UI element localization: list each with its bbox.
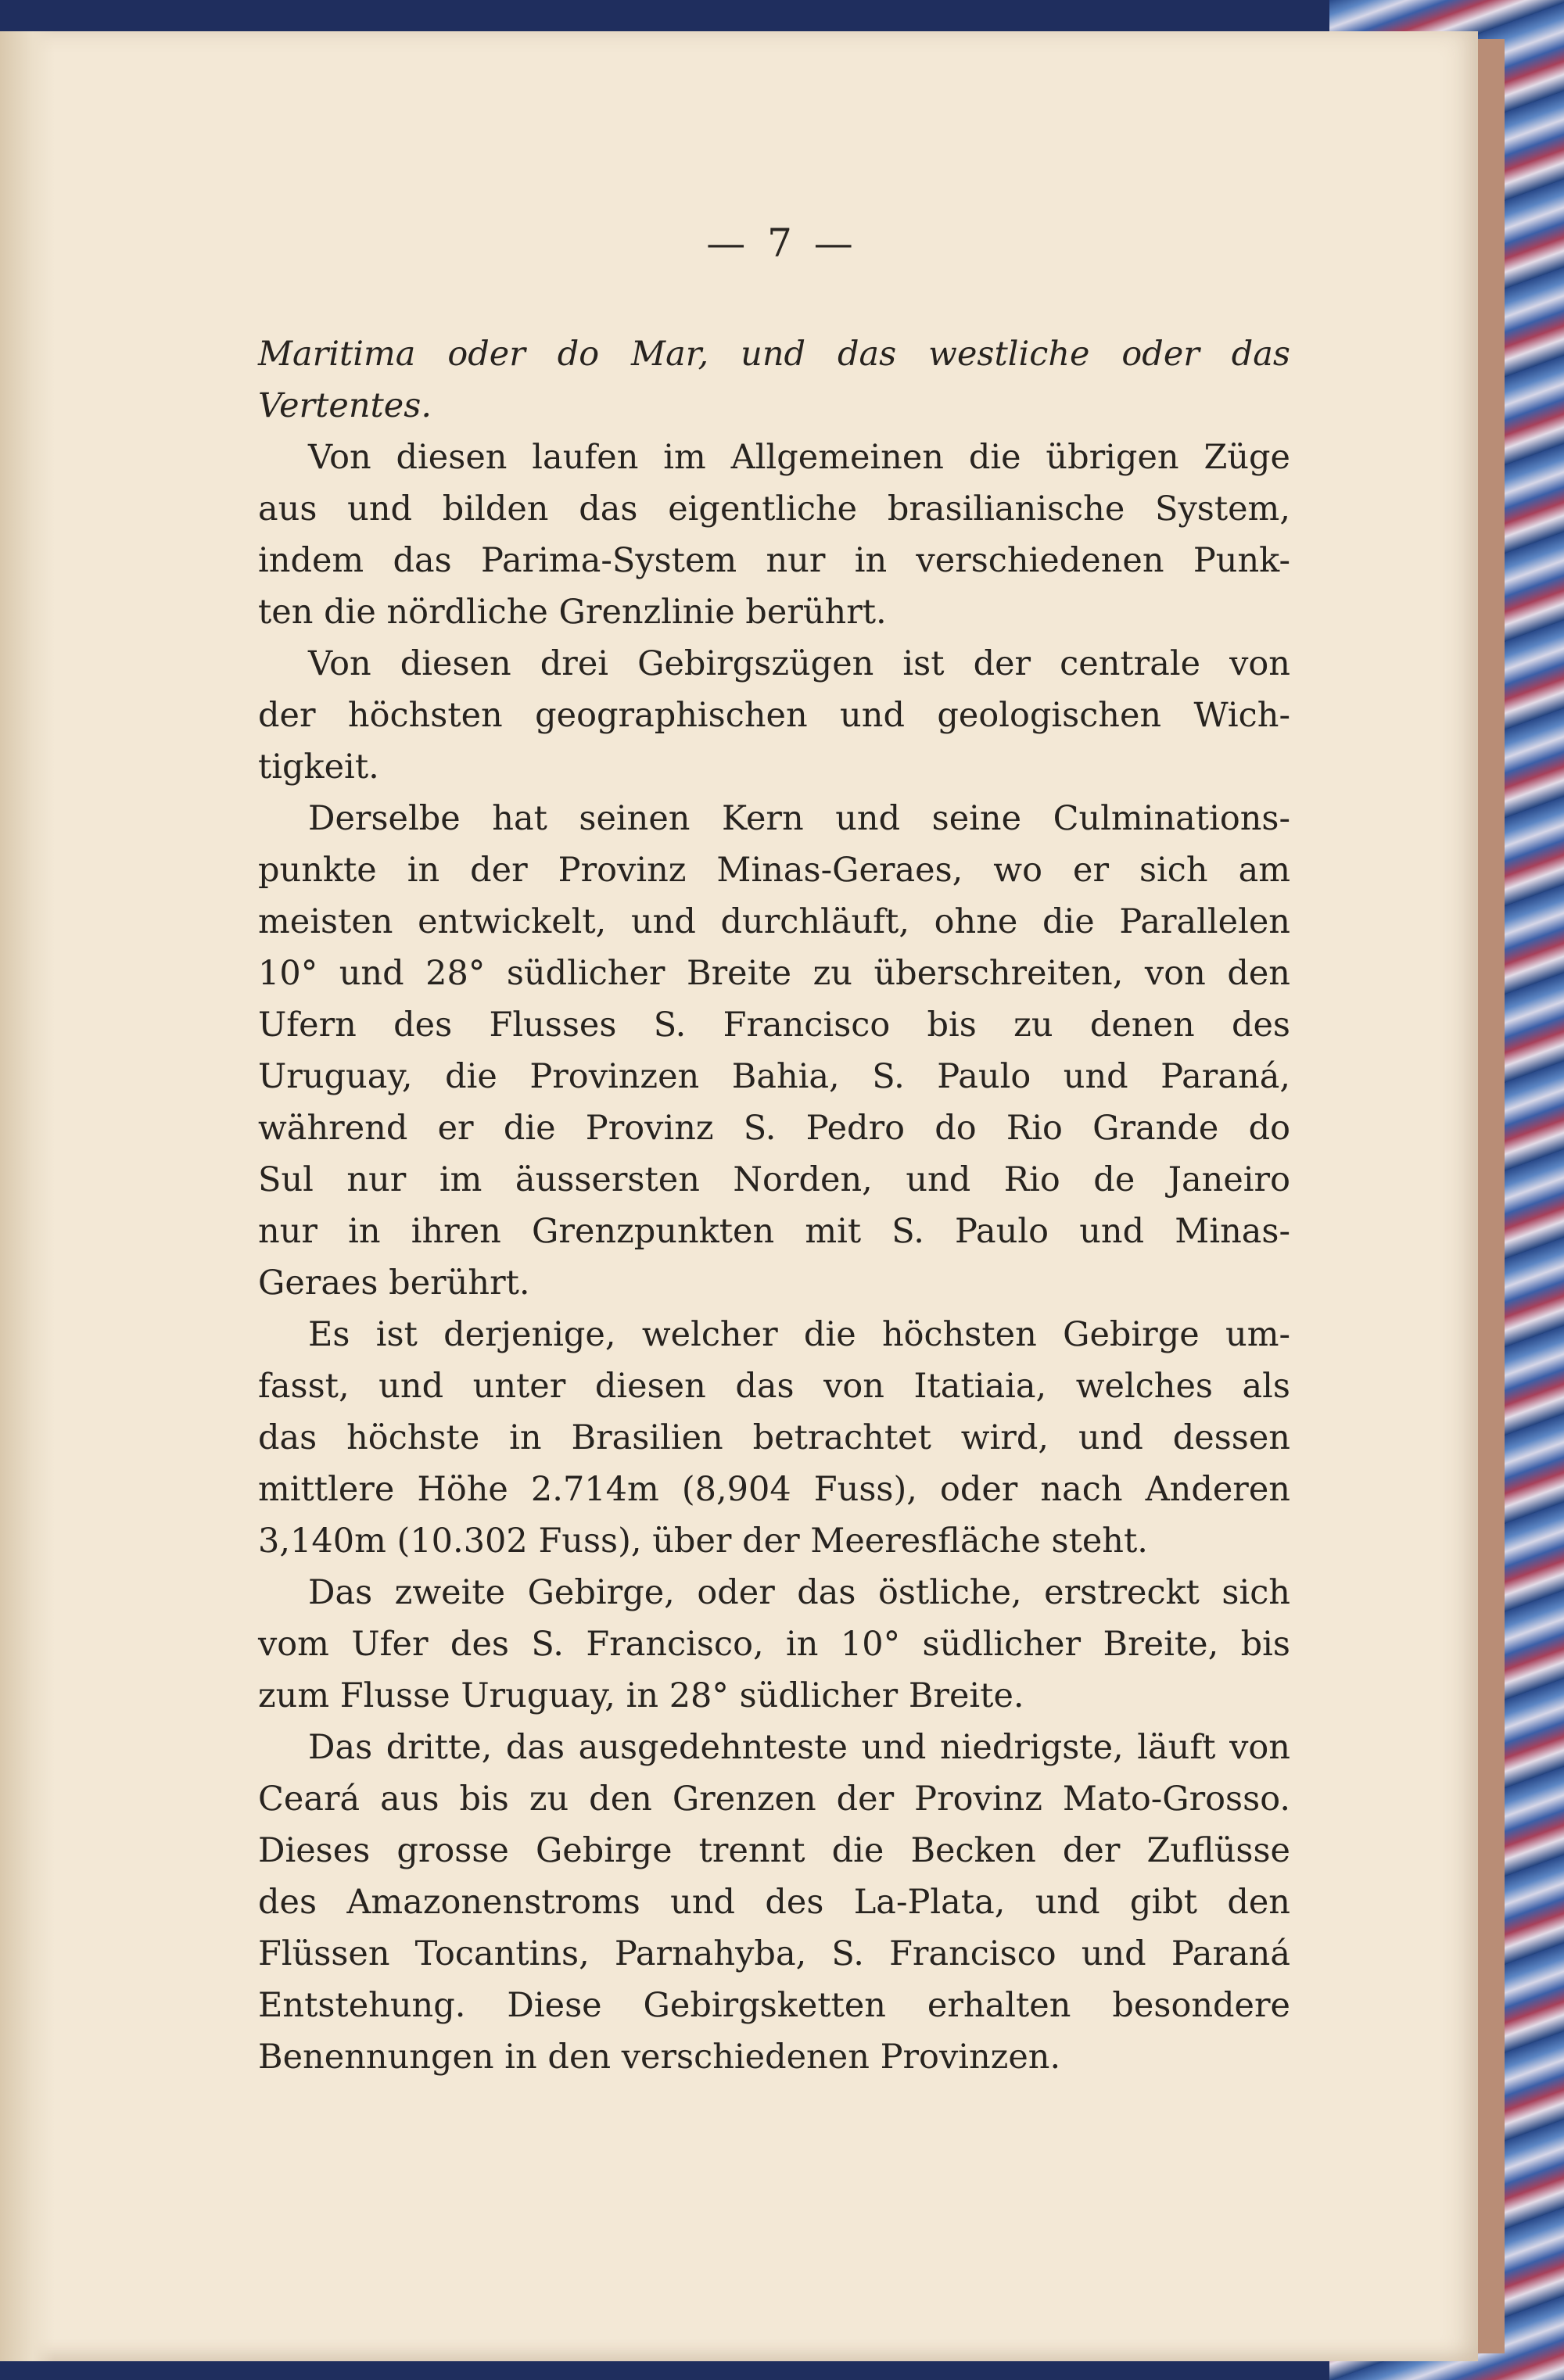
text-line: tigkeit. — [258, 747, 379, 787]
text-line: Das dritte, das ausgedehnteste und niedrigste, läuft von — [308, 1728, 1290, 1767]
text-line: Geraes berührt. — [258, 1263, 530, 1303]
text-line: aus und bilden das eigentliche brasilianische System, — [258, 489, 1290, 529]
text-line: Dieses grosse Gebirge trennt die Becken der Zuflüsse — [258, 1831, 1290, 1870]
paragraph-7 — [258, 1722, 1290, 2083]
book-page — [0, 31, 1478, 2361]
text-line: Entstehung. Diese Gebirgsketten erhalten besondere — [258, 1986, 1290, 2025]
text-line: Ceará aus bis zu den Grenzen der Provinz Mato-Grosso. — [258, 1780, 1290, 1819]
page-number: — 7 — — [706, 220, 858, 266]
text-line: Sul nur im äussersten Norden, und Rio de Janeiro — [258, 1160, 1290, 1199]
body-text — [258, 328, 1290, 2083]
text-line: Von diesen laufen im Allgemeinen die übrigen Züge — [308, 438, 1290, 477]
text-line: punkte in der Provinz Minas-Geraes, wo er sich am — [258, 851, 1290, 890]
text-line: das höchste in Brasilien betrachtet wird, und dessen — [258, 1418, 1290, 1457]
text-line: Von diesen drei Gebirgszügen ist der centrale von — [308, 644, 1290, 683]
text-line: ten die nördliche Grenzlinie berührt. — [258, 593, 887, 632]
text-line: 3,140m (10.302 Fuss), über der Meeresfläche steht. — [258, 1522, 1148, 1561]
text-line: nur in ihren Grenzpunkten mit S. Paulo und Minas- — [258, 1212, 1290, 1251]
text-line: mittlere Höhe 2.714m (8,904 Fuss), oder nach Anderen — [258, 1470, 1290, 1509]
text-line: Ufern des Flusses S. Francisco bis zu denen des — [258, 1005, 1290, 1045]
text-line: Vertentes. — [258, 386, 432, 425]
text-line: Maritima oder do Mar, und das westliche oder das — [258, 335, 1290, 374]
page-gutter — [0, 31, 55, 2361]
text-line: Derselbe hat seinen Kern und seine Culminations- — [308, 799, 1290, 838]
text-line: Es ist derjenige, welcher die höchsten Gebirge um- — [308, 1315, 1290, 1354]
paragraph-6 — [258, 1567, 1290, 1722]
paragraph-2 — [258, 432, 1290, 638]
text-line: indem das Parima-System nur in verschiedenen Punk- — [258, 541, 1290, 580]
text-line: zum Flusse Uruguay, in 28° südlicher Breite. — [258, 1676, 1024, 1715]
text-line: Uruguay, die Provinzen Bahia, S. Paulo und Paraná, — [258, 1057, 1290, 1096]
text-line: vom Ufer des S. Francisco, in 10° südlicher Breite, bis — [258, 1625, 1290, 1664]
text-line: Das zweite Gebirge, oder das östliche, erstreckt sich — [308, 1573, 1290, 1612]
paragraph-3 — [258, 638, 1290, 793]
text-line: fasst, und unter diesen das von Itatiaia, welches als — [258, 1367, 1290, 1406]
paragraph-4 — [258, 793, 1290, 1309]
text-line: Flüssen Tocantins, Parnahyba, S. Francisco und Paraná — [258, 1934, 1290, 1973]
text-line: meisten entwickelt, und durchläuft, ohne die Parallelen — [258, 902, 1290, 941]
text-line: der höchsten geographischen und geologischen Wich- — [258, 696, 1290, 735]
paragraph-5 — [258, 1309, 1290, 1567]
text-line: Benennungen in den verschiedenen Provinzen. — [258, 2038, 1061, 2077]
text-line: während er die Provinz S. Pedro do Rio Grande do — [258, 1109, 1290, 1148]
text-line: des Amazonenstroms und des La-Plata, und gibt den — [258, 1883, 1290, 1922]
text-line: 10° und 28° südlicher Breite zu überschreiten, von den — [258, 954, 1290, 993]
paragraph-1 — [258, 328, 1290, 432]
